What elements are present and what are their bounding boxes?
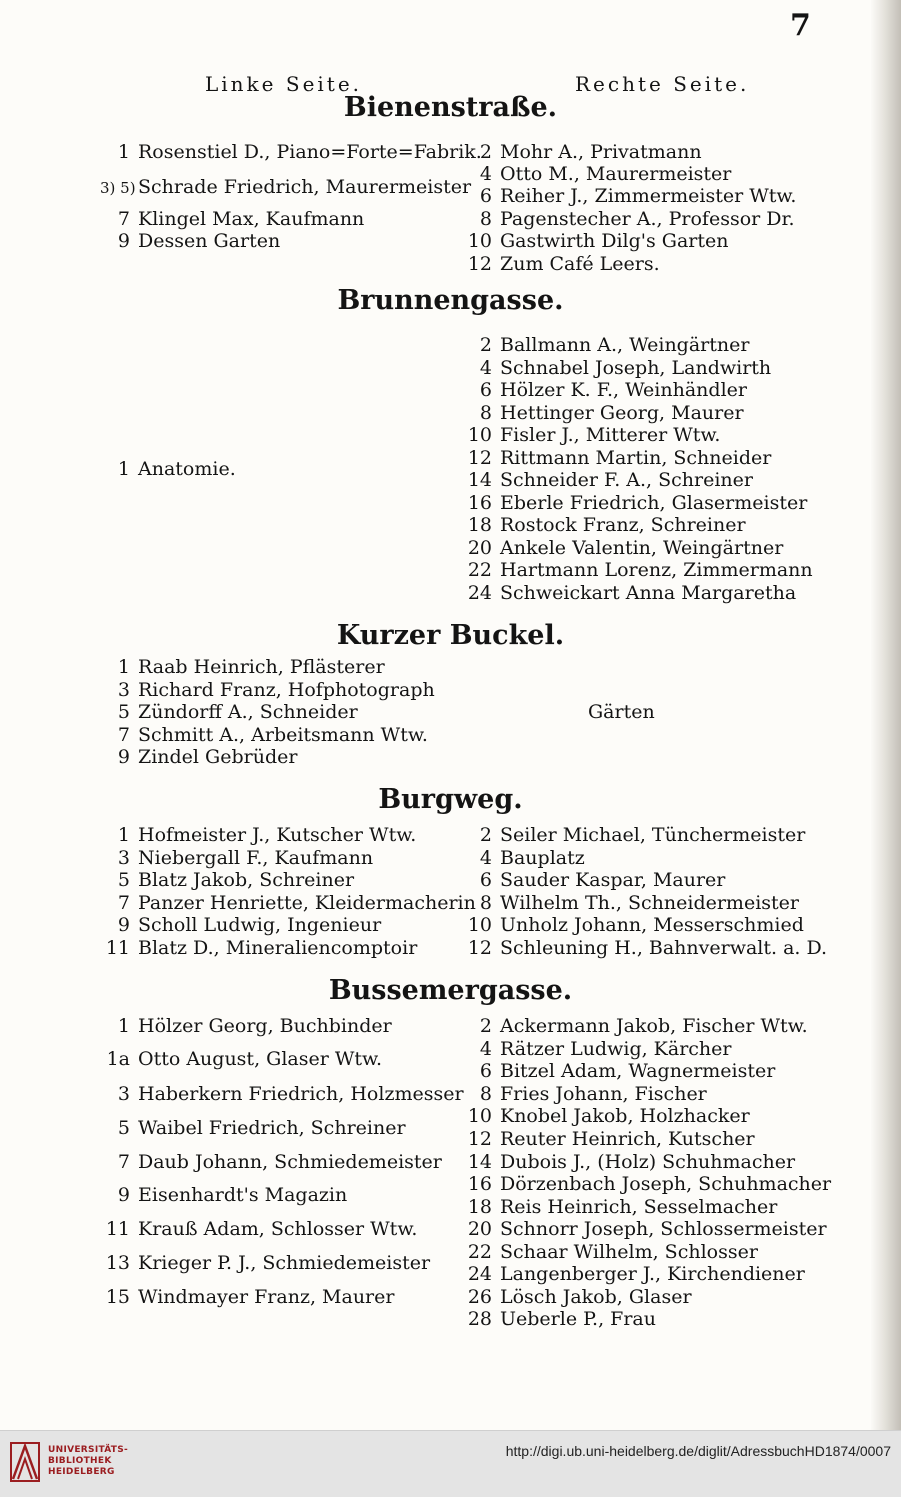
address-entry: 13 Krieger P. J., Schmiedemeister (105, 1252, 431, 1274)
street-heading: Brunnengasse. (337, 285, 564, 316)
address-entry: 28 Ueberle P., Frau (467, 1308, 656, 1330)
address-entry: 5 Waibel Friedrich, Schreiner (117, 1117, 406, 1139)
address-entry: 1 Raab Heinrich, Pflästerer (117, 656, 385, 678)
address-entry: 1 Rosenstiel D., Piano=Forte=Fabrik. (117, 141, 482, 163)
street-heading: Bienenstraße. (343, 92, 558, 123)
address-entry: 4 Bauplatz (479, 847, 585, 869)
address-entry: 11 Krauß Adam, Schlosser Wtw. (105, 1218, 418, 1240)
address-entry: 1 Hölzer Georg, Buchbinder (117, 1015, 392, 1037)
address-entry: 8 Wilhelm Th., Schneidermeister (479, 892, 799, 914)
address-entry: 7 Daub Johann, Schmiedemeister (117, 1151, 442, 1173)
address-entry: 10 Unholz Johann, Messerschmied (467, 914, 804, 936)
address-entry: 20 Ankele Valentin, Weingärtner (467, 537, 784, 559)
address-entry: 4 Otto M., Maurermeister (479, 163, 732, 185)
address-entry: 15 Windmayer Franz, Maurer (105, 1286, 395, 1308)
address-entry: 6 Hölzer K. F., Weinhändler (479, 379, 747, 401)
address-entry: 9 Eisenhardt's Magazin (117, 1184, 348, 1206)
address-entry: 6 Reiher J., Zimmermeister Wtw. (479, 185, 797, 207)
address-entry: 8 Fries Johann, Fischer (479, 1083, 707, 1105)
address-entry: 1 Anatomie. (117, 458, 236, 480)
source-url-link[interactable]: http://digi.ub.uni-heidelberg.de/diglit/AdressbuchHD1874/0007 (505, 1443, 891, 1459)
address-entry: 1 Hofmeister J., Kutscher Wtw. (117, 824, 417, 846)
library-name: UNIVERSITÄTS- BIBLIOTHEK HEIDELBERG (48, 1445, 129, 1477)
address-entry: 11 Blatz D., Mineraliencomptoir (105, 937, 418, 959)
address-entry: 6 Sauder Kaspar, Maurer (479, 869, 726, 891)
footer-bar (0, 1430, 901, 1497)
address-entry: 10 Knobel Jakob, Holzhacker (467, 1105, 750, 1127)
street-heading: Kurzer Buckel. (336, 620, 565, 651)
address-entry: 9 Zindel Gebrüder (117, 746, 298, 768)
address-entry: 14 Schneider F. A., Schreiner (467, 469, 753, 491)
address-entry: 2 Seiler Michael, Tünchermeister (479, 824, 806, 846)
address-entry: 20 Schnorr Joseph, Schlossermeister (467, 1218, 827, 1240)
address-entry: 26 Lösch Jakob, Glaser (467, 1286, 692, 1308)
address-entry: 3 Richard Franz, Hofphotograph (117, 679, 435, 701)
university-library-logo-icon (10, 1442, 40, 1482)
address-entry: 16 Eberle Friedrich, Glasermeister (467, 492, 808, 514)
address-entry: 5 Blatz Jakob, Schreiner (117, 869, 355, 891)
address-entry: 3 Niebergall F., Kaufmann (117, 847, 374, 869)
address-entry: 10 Gastwirth Dilg's Garten (467, 230, 729, 252)
address-entry: 7 Schmitt A., Arbeitsmann Wtw. (117, 724, 428, 746)
address-entry: 12 Reuter Heinrich, Kutscher (467, 1128, 755, 1150)
address-entry: 18 Rostock Franz, Schreiner (467, 514, 746, 536)
street-heading: Bussemergasse. (328, 975, 573, 1006)
address-entry: 16 Dörzenbach Joseph, Schuhmacher (467, 1173, 832, 1195)
address-entry: 14 Dubois J., (Holz) Schuhmacher (467, 1151, 796, 1173)
address-entry: 24 Schweickart Anna Margaretha (467, 582, 797, 604)
address-entry: 12 Zum Café Leers. (467, 253, 660, 275)
address-entry: 3 Haberkern Friedrich, Holzmesser (117, 1083, 464, 1105)
address-entry: 2 Mohr A., Privatmann (479, 141, 702, 163)
address-entry: 18 Reis Heinrich, Sesselmacher (467, 1196, 778, 1218)
page-number: 7 (790, 8, 811, 43)
address-entry: 7 Panzer Henriette, Kleidermacherin (117, 892, 476, 914)
address-entry: 7 Klingel Max, Kaufmann (117, 208, 365, 230)
address-entry: 9 Dessen Garten (117, 230, 281, 252)
address-entry: 4 Schnabel Joseph, Landwirth (479, 357, 772, 379)
page-edge-shadow (871, 0, 901, 1430)
address-entry: 8 Pagenstecher A., Professor Dr. (479, 208, 795, 230)
address-entry: 2 Ackermann Jakob, Fischer Wtw. (479, 1015, 808, 1037)
address-entry: 9 Scholl Ludwig, Ingenieur (117, 914, 382, 936)
address-entry: 12 Rittmann Martin, Schneider (467, 447, 772, 469)
address-entry: 12 Schleuning H., Bahnverwalt. a. D. (467, 937, 828, 959)
street-heading: Burgweg. (378, 784, 523, 815)
address-entry: 3) 5) Schrade Friedrich, Maurermeister (100, 176, 472, 198)
address-entry: 4 Rätzer Ludwig, Kärcher (479, 1038, 732, 1060)
address-entry: 2 Ballmann A., Weingärtner (479, 334, 750, 356)
address-entry: 22 Hartmann Lorenz, Zimmermann (467, 559, 813, 581)
address-entry: 5 Zündorff A., Schneider (117, 701, 358, 723)
column-header-right: Rechte Seite. (575, 72, 750, 96)
address-entry: 24 Langenberger J., Kirchendiener (467, 1263, 805, 1285)
address-entry: 8 Hettinger Georg, Maurer (479, 402, 744, 424)
address-entry: 10 Fisler J., Mitterer Wtw. (467, 424, 721, 446)
address-entry: 6 Bitzel Adam, Wagnermeister (479, 1060, 776, 1082)
address-entry: Gärten (588, 701, 655, 723)
column-header-left: Linke Seite. (205, 72, 363, 96)
address-entry: 22 Schaar Wilhelm, Schlosser (467, 1241, 758, 1263)
address-entry: 1a Otto August, Glaser Wtw. (106, 1048, 383, 1070)
